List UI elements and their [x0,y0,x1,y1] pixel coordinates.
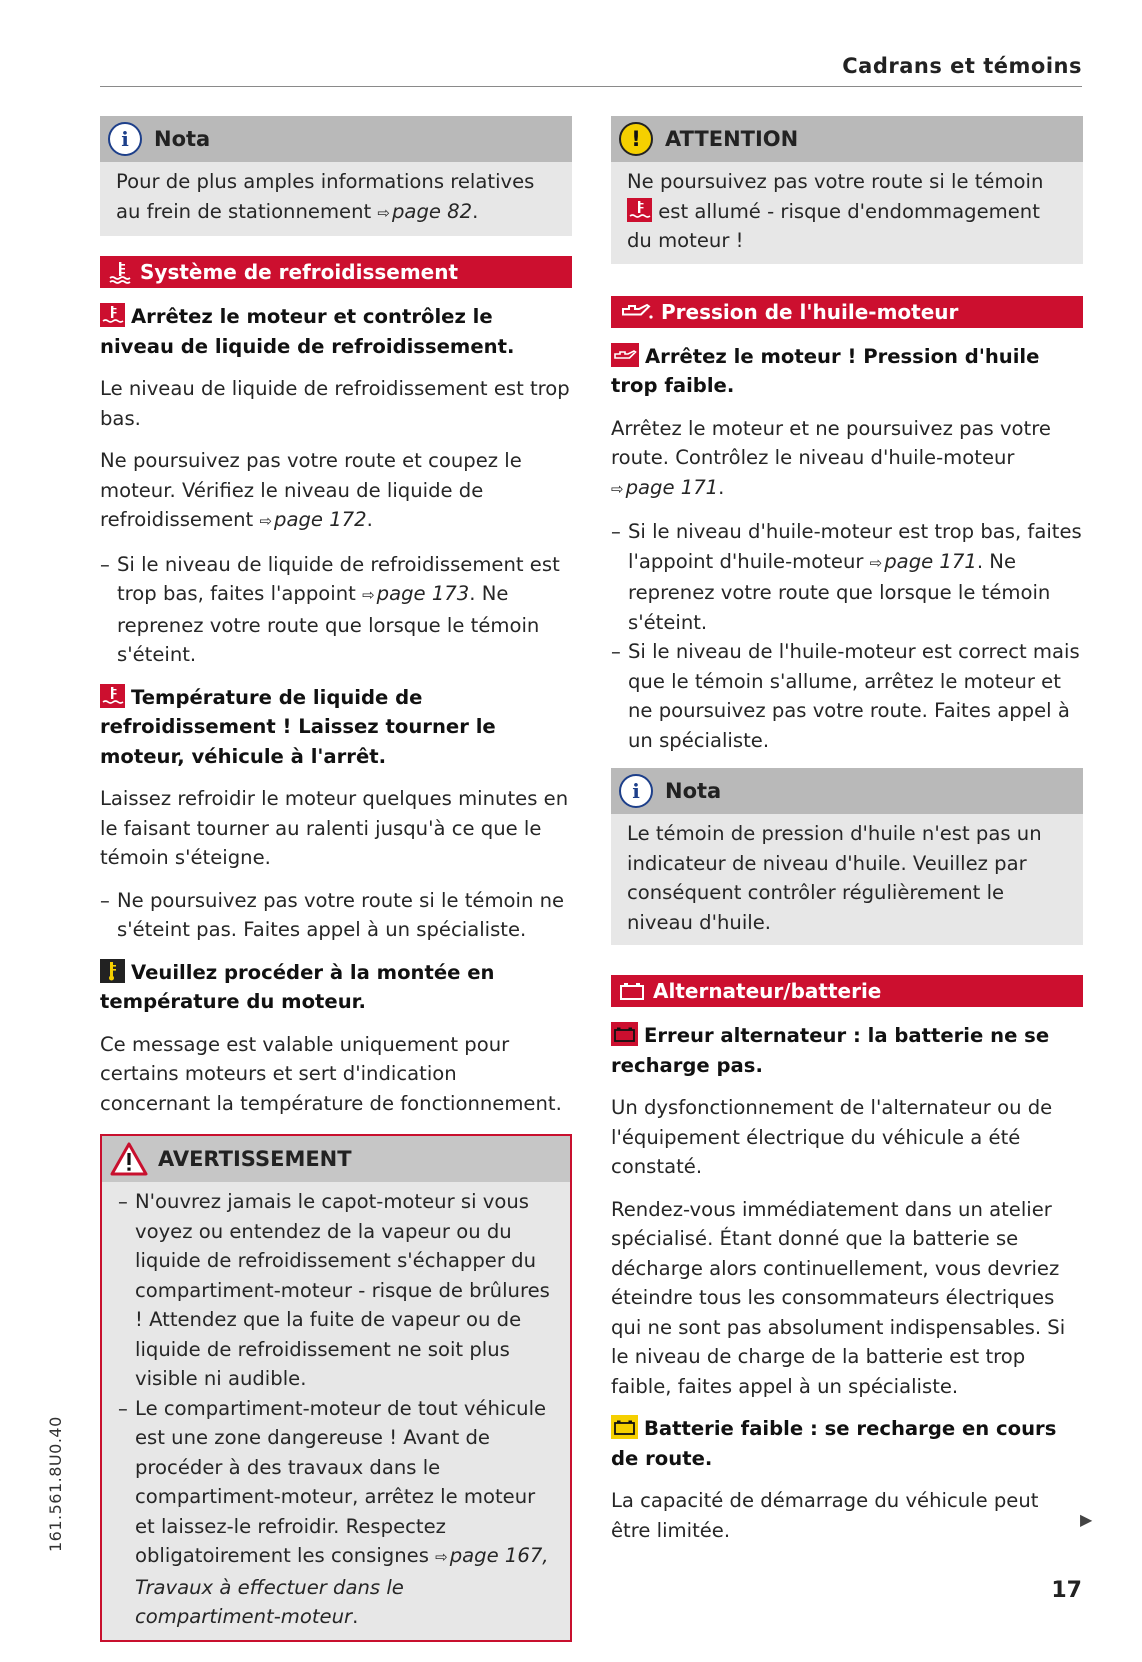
page-number: 17 [1051,1578,1082,1603]
attention-text: Ne poursuivez pas votre route si le témoin est allumé - risque d'endommagement du moteur ! [627,170,1044,252]
coolant-temperature-indicator-icon [100,684,125,708]
nota-box-oil [611,768,1083,945]
oil-stop-text: Arrêtez le moteur et ne poursuivez pas votre route. Contrôlez le niveau d'huile-moteur ⇨ page 171. [611,416,1051,499]
battery-icon [619,981,645,1001]
attention-box [611,116,1083,264]
nota-label: Nota [154,127,211,151]
battery-indicator-icon [611,1022,638,1046]
section-header-cooling [100,256,572,288]
chapter-title: Cadrans et témoins [842,54,1082,78]
coolant-level-low-text: Le niveau de liquide de refroidissement est trop bas. [100,377,570,430]
oil-can-icon [619,301,653,323]
page-header [100,54,1082,87]
coolant-temperature-icon [108,260,132,284]
avertissement-list [118,1187,554,1632]
right-column [611,116,1083,1558]
page-ref-link[interactable]: page 167, Travaux à effectuer dans le compartiment-moteur [135,1544,549,1628]
page-ref-link[interactable]: page 172 [274,508,367,531]
ref-arrow-icon: ⇨ [259,512,273,530]
coolant-temperature-heading: Température de liquide de refroidissement ! Laissez tourner le moteur, véhicule à l'arrêt. [100,685,496,768]
list-item: – Si le niveau d'huile-moteur est trop bas, faites l'appoint d'huile-moteur ⇨ page 171. Ne reprenez votre route que lorsque le témoin s'éteint. [611,517,1083,637]
coolant-check-text: Ne poursuivez pas votre route et coupez le moteur. Vérifiez le niveau de liquide de refroidissement ⇨ page 172. [100,449,522,531]
coolant-warning-indicator-icon [627,198,652,222]
ref-arrow-icon: ⇨ [362,586,375,604]
battery-low-heading: Batterie faible : se recharge en cours de route. [611,1417,1057,1470]
nota-text: Le témoin de pression d'huile n'est pas un indicateur de niveau d'huile. Veuillez par conséquent contrôler régulièrement le niveau d'huile. [627,822,1042,934]
avertissement-box [100,1134,572,1642]
ref-arrow-icon: ⇨ [435,1548,448,1566]
coolant-steps-list [100,550,572,670]
section-title-oil-pressure: Pression de l'huile-moteur [661,299,959,324]
warm-up-text: Ce message est valable uniquement pour certains moteurs et sert d'indication concernant la température de fonctionnement. [100,1032,562,1115]
attention-header [611,116,1083,162]
list-item: – N'ouvrez jamais le capot-moteur si vous voyez ou entendez de la vapeur ou du liquide de refroidissement s'échapper du compartiment-moteur - risque de brûlures ! Attendez que la fuite de vapeur ou de liquide de refroidissement ne soit plus visible ni audible. [118,1187,554,1394]
cool-down-text: Laissez refroidir le moteur quelques minutes en le faisant tourner au ralenti jusqu'à ce que le témoin s'éteigne. [100,787,569,869]
nota-box-parking-brake [100,116,572,236]
section-header-oil-pressure [611,296,1083,328]
left-column [100,116,572,1662]
coolant-level-heading: Arrêtez le moteur et contrôlez le niveau de liquide de refroidissement. [100,305,515,358]
list-item: – Si le niveau de l'huile-moteur est correct mais que le témoin s'allume, arrêtez le moteur et ne poursuivez pas votre route. Faites appel à un spécialiste. [611,637,1083,755]
page-ref-link[interactable]: page 171 [884,549,977,573]
alternator-error-heading: Erreur alternateur : la batterie ne se recharge pas. [611,1024,1050,1077]
section-header-alternator [611,975,1083,1007]
page-ref-link[interactable]: page 171 [625,475,719,499]
workshop-text: Rendez-vous immédiatement dans un atelier spécialisé. Étant donné que la batterie se décharge alors continuellement, vous devriez éteindre tous les consommateurs électriques qui ne sont pas absolument indispensables. Si le niveau de charge de la batterie est trop faible, faites appel à un spécialiste. [611,1197,1066,1398]
section-title-cooling: Système de refroidissement [140,260,459,284]
battery-low-text: La capacité de démarrage du véhicule peut être limitée. [611,1489,1039,1542]
attention-icon: ! [619,122,653,156]
coolant-warning-indicator-icon [100,303,125,327]
info-icon: i [619,774,653,808]
oil-steps-list [611,517,1083,755]
oil-pressure-heading: Arrêtez le moteur ! Pression d'huile trop faible. [611,344,1040,397]
warm-up-heading: Veuillez procéder à la montée en température du moteur. [100,960,495,1013]
continue-arrow-icon: ▶ [1080,1510,1093,1529]
warning-triangle-icon [110,1142,148,1176]
attention-label: ATTENTION [665,127,799,151]
list-item: – Si le niveau de liquide de refroidissement est trop bas, faites l'appoint ⇨ page 173. Ne reprenez votre route que lorsque le témoin s'éteint. [100,550,572,670]
avertissement-header [102,1136,570,1182]
alternator-error-text: Un dysfonctionnement de l'alternateur ou de l'équipement électrique du véhicule a été constaté. [611,1096,1053,1178]
ref-arrow-icon: ⇨ [611,479,624,498]
nota-label: Nota [665,779,722,803]
engine-warm-up-indicator-icon [100,959,125,983]
avertissement-label: AVERTISSEMENT [158,1147,352,1171]
info-icon: i [108,122,142,156]
ref-arrow-icon: ⇨ [869,553,883,572]
nota-header [611,768,1083,814]
nota-header [100,116,572,162]
list-item: – Ne poursuivez pas votre route si le témoin ne s'éteint pas. Faites appel à un spécialiste. [100,886,572,945]
document-code: 161.561.8U0.40 [46,1416,65,1552]
nota-text: Pour de plus amples informations relatives au frein de stationnement ⇨ page 82. [116,170,535,223]
section-title-alternator: Alternateur/batterie [653,979,882,1003]
page-ref-link[interactable]: page 173 [376,582,470,605]
list-item: – Le compartiment-moteur de tout véhicule est une zone dangereuse ! Avant de procéder à des travaux dans le compartiment-moteur, arrêtez le moteur et laissez-le refroidir. Respectez obligatoirement les consignes ⇨ page 167, Travaux à effectuer dans le compartiment-moteur. [118,1394,554,1632]
battery-low-indicator-icon [611,1415,638,1439]
page-ref-link[interactable]: page 82 [392,199,473,223]
oil-pressure-indicator-icon [611,343,639,367]
ref-arrow-icon: ⇨ [377,203,390,222]
cool-down-list [100,886,572,945]
